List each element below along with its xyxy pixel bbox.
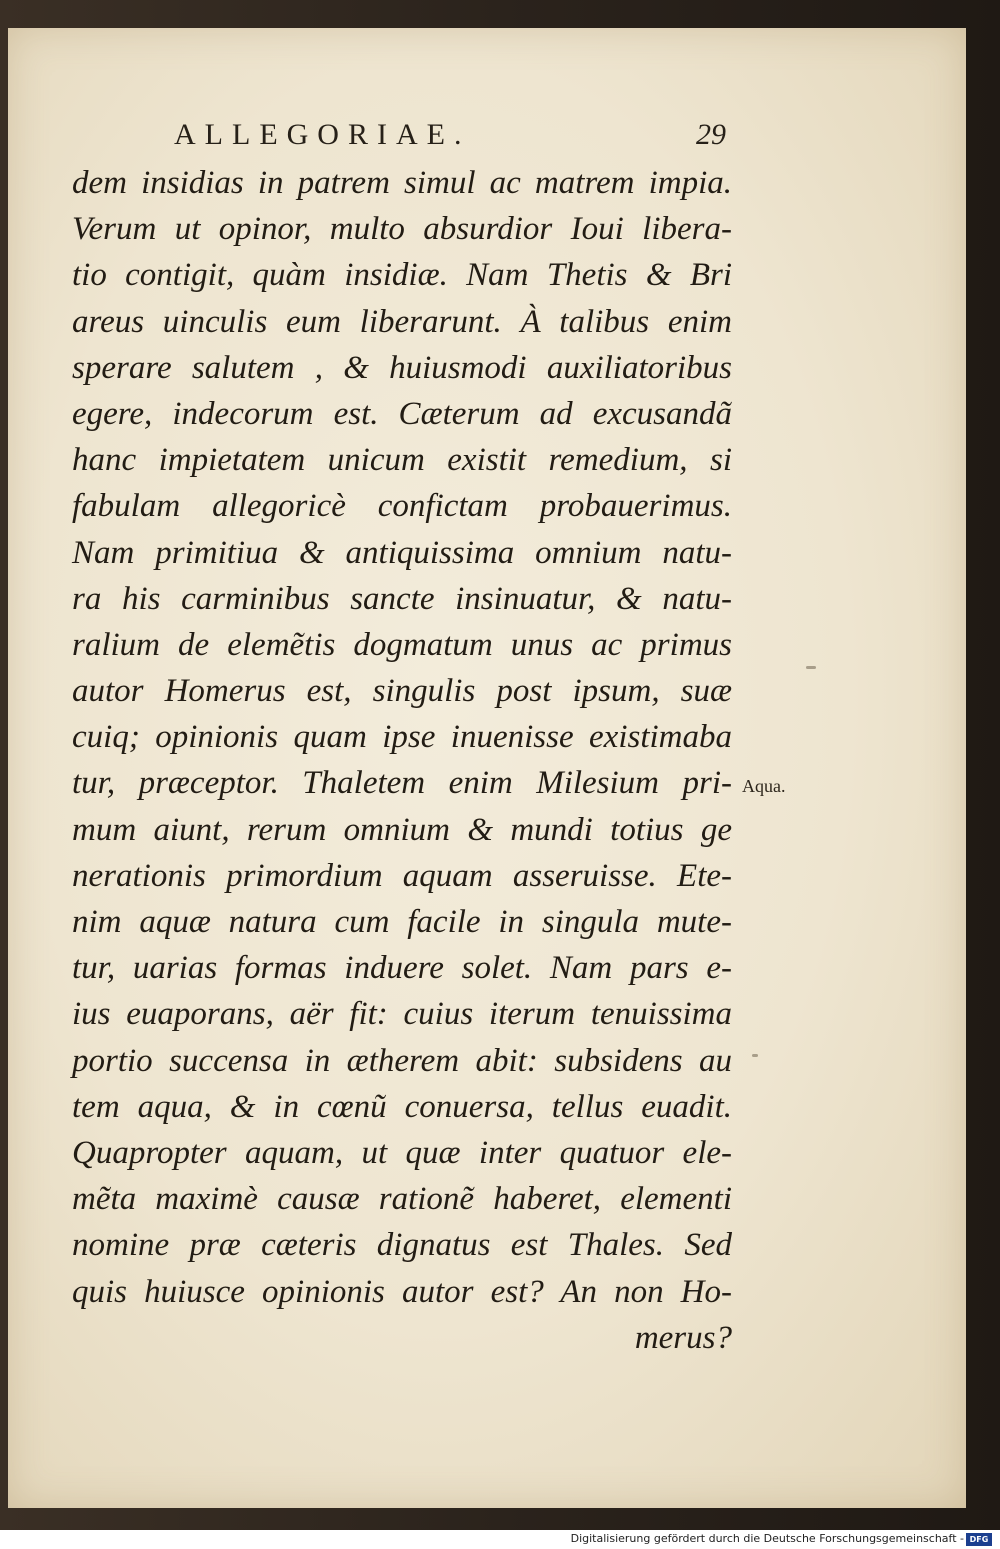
page-number: 29 (696, 118, 726, 151)
running-head-title: ALLEGORIAE. (174, 118, 471, 151)
text-line: dem insidias in patrem simul ac matrem impia. (72, 165, 732, 201)
text-line: mum aiunt, rerum omnium & mundi totius ge (72, 811, 732, 848)
text-line: nerationis primordium aquam asseruisse. Ete- (72, 857, 732, 894)
marginal-note: Aqua. (742, 776, 786, 796)
text-line: egere, indecorum est. Cæterum ad excusandã (72, 395, 732, 432)
text-line-catchword: merus? (634, 1319, 732, 1356)
text-line: portio succensa in ætherem abit: subsidens au (72, 1042, 732, 1079)
text-line: Verum ut opinor, multo absurdior Ioui libera- (72, 211, 732, 248)
text-line: tem aqua, & in cœnũ conuersa, tellus euadit. (72, 1088, 732, 1125)
text-line: ius euaporans, aër fit: cuius iterum tenuissima (72, 996, 732, 1033)
text-line: tur, præceptor. Thaletem enim Milesium pri- (72, 765, 732, 802)
text-line: nim aquæ natura cum facile in singula mute- (72, 904, 732, 940)
text-line: ra his carminibus sancte insinuatur, & natu- (72, 580, 732, 617)
text-line: quis huiusce opinionis autor est? An non Ho- (72, 1273, 732, 1310)
text-line: nomine præ cæteris dignatus est Thales. Sed (72, 1227, 732, 1264)
text-line: cuiq; opinionis quam ipse inuenisse existimaba (72, 719, 732, 756)
text-line: areus uinculis eum liberarunt. À talibus enim (72, 303, 732, 340)
text-line: ralium de elemẽtis dogmatum unus ac primus (72, 626, 732, 663)
paper-speck (806, 666, 816, 669)
running-head (174, 118, 734, 158)
text-line: fabulam allegoricè confictam probauerimus. (72, 488, 732, 525)
funding-credit: Digitalisierung gefördert durch die Deutsche Forschungsgemeinschaft - (570, 1532, 964, 1545)
text-line: tio contigit, quàm insidiæ. Nam Thetis & Bri (72, 257, 732, 294)
paper-speck (752, 1054, 758, 1057)
text-line: Quapropter aquam, ut quæ inter quatuor ele- (72, 1134, 732, 1171)
text-line: tur, uarias formas induere solet. Nam pars e- (72, 950, 732, 987)
text-line: hanc impietatem unicum existit remedium, si (72, 442, 732, 479)
text-line: mẽta maximè causæ rationẽ haberet, elementi (72, 1181, 732, 1218)
text-line: sperare salutem , & huiusmodi auxiliatoribus (72, 349, 732, 386)
text-line: Nam primitiua & antiquissima omnium natu- (72, 534, 732, 571)
dfg-logo: DFG (966, 1533, 992, 1546)
text-line: autor Homerus est, singulis post ipsum, suæ (72, 673, 732, 710)
body-text (72, 160, 732, 1361)
